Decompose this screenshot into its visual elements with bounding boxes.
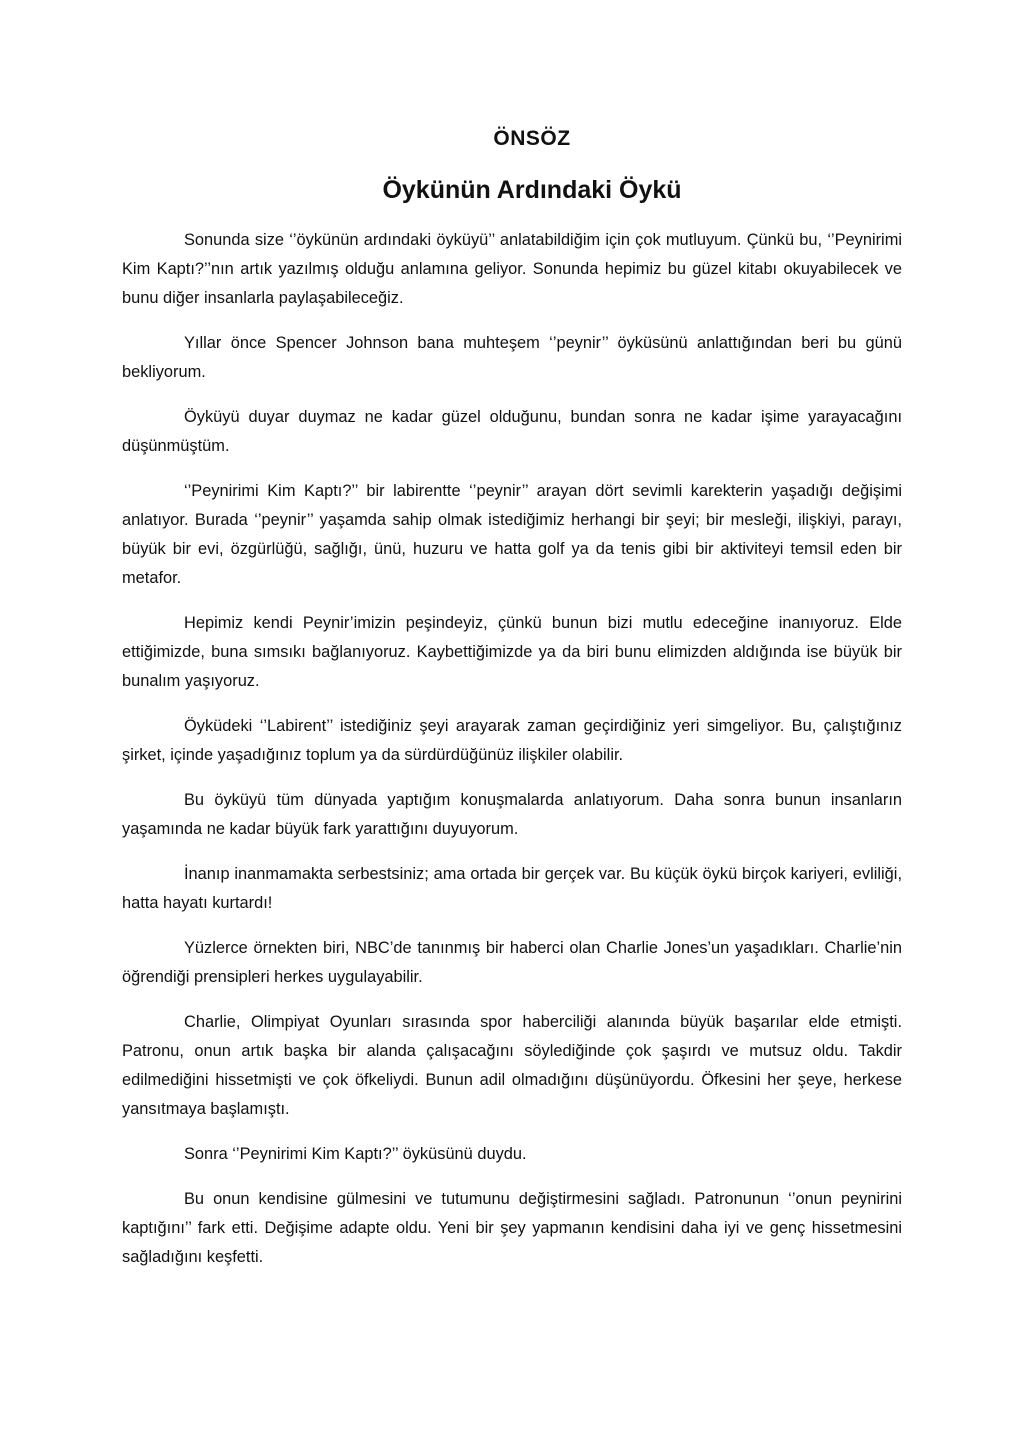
paragraph-12: Bu onun kendisine gülmesini ve tutumunu değiştirmesini sağladı. Patronunun ‘’onun peynirini kaptığını’’ fark etti. Değişime adapte oldu. Yeni bir şey yapmanın kendisini daha iyi ve genç hissetmesini sağladığını keşfetti. [122,1190,902,1266]
paragraph-3: Öyküyü duyar duymaz ne kadar güzel olduğunu, bundan sonra ne kadar işime yarayacağını düşünmüştüm. [122,408,902,455]
paragraph-8: İnanıp inanmamakta serbestsiniz; ama ortada bir gerçek var. Bu küçük öykü birçok kariyeri, evliliği, hatta hayatı kurtardı! [122,865,902,912]
paragraph-6: Öyküdeki ‘’Labirent’’ istediğiniz şeyi arayarak zaman geçirdiğiniz yeri simgeliyor. Bu, çalıştığınız şirket, içinde yaşadığınız toplum ya da sürdürdüğünüz ilişkiler olabilir. [122,717,902,764]
section-label: ÖNSÖZ [493,127,571,150]
document-page [122,122,902,1288]
paragraph-2: Yıllar önce Spencer Johnson bana muhteşem ‘’peynir’’ öyküsünü anlattığından beri bu günü bekliyorum. [122,334,902,381]
paragraph-11: Sonra ‘’Peynirimi Kim Kaptı?’’ öyküsünü duydu. [184,1145,527,1163]
page-title: Öykünün Ardındaki Öykü [382,176,682,204]
paragraph-4: ‘’Peynirimi Kim Kaptı?’’ bir labirentte ‘’peynir’’ arayan dört sevimli karekterin yaşadığı değişimi anlatıyor. Burada ‘’peynir’’ yaşamda sahip olmak istediğimiz herhangi bir şeyi; bir mesleği, ilişkiyi, parayı, büyük bir evi, özgürlüğü, sağlığı, ünü, huzuru ve hatta golf ya da tenis gibi bir aktiviteyi temsil eden bir metafor. [122,482,902,587]
paragraph-9: Yüzlerce örnekten biri, NBC’de tanınmış bir haberci olan Charlie Jones’un yaşadıkları. Charlie’nin öğrendiği prensipleri herkes uygulayabilir. [122,939,902,986]
paragraph-5: Hepimiz kendi Peynir’imizin peşindeyiz, çünkü bunun bizi mutlu edeceğine inanıyoruz. Elde ettiğimizde, buna sımsıkı bağlanıyoruz. Kaybettiğimizde ya da biri bunu elimizden aldığında ise büyük bir bunalım yaşıyoruz. [122,614,902,690]
body-text [122,226,902,1272]
paragraph-10: Charlie, Olimpiyat Oyunları sırasında spor haberciliği alanında büyük başarılar elde etmişti. Patronu, onun artık başka bir alanda çalışacağını söylediğinde çok şaşırdı ve mutsuz oldu. Takdir edilmediğini hissetmişti ve çok öfkeliydi. Bunun adil olmadığını düşünüyordu. Öfkesini her şeye, herkese yansıtmaya başlamıştı. [122,1013,902,1118]
paragraph-1: Sonunda size ‘’öykünün ardındaki öyküyü’’ anlatabildiğim için çok mutluyum. Çünkü bu, ‘’Peynirimi Kim Kaptı?’’nın artık yazılmış olduğu anlamına geliyor. Sonunda hepimiz bu güzel kitabı okuyabilecek ve bunu diğer insanlarla paylaşabileceğiz. [122,231,902,307]
paragraph-7: Bu öyküyü tüm dünyada yaptığım konuşmalarda anlatıyorum. Daha sonra bunun insanların yaşamında ne kadar büyük fark yarattığını duyuyorum. [122,791,902,838]
